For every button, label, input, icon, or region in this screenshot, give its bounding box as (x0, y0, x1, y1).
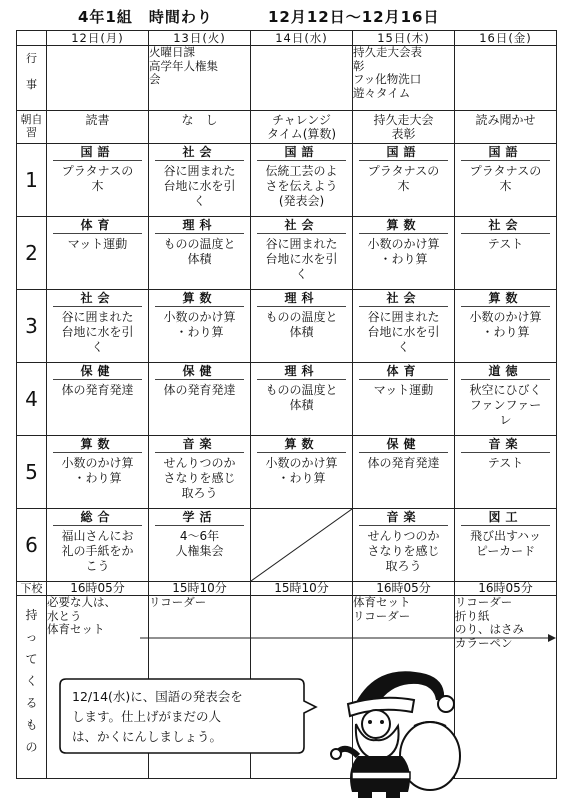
events-cell (251, 46, 353, 111)
period-number: 1 (17, 144, 47, 217)
dismissal-time: 15時10分 (149, 582, 251, 596)
lesson-topic: 体の発育発達 (163, 383, 236, 397)
text-line: 体育セット (353, 595, 411, 609)
subject-label: 算数 (257, 437, 346, 453)
events-cell (455, 46, 557, 111)
subject-label: 音楽 (461, 437, 550, 453)
subject-label: 算数 (53, 437, 142, 453)
morning-study-cell (455, 111, 557, 144)
subject-label: 算数 (155, 291, 244, 307)
text-line: チャレンジ (271, 113, 332, 127)
text-line: 読書 (85, 113, 110, 127)
text-line: 水とう (47, 608, 82, 623)
period-cell (353, 436, 455, 509)
subject-label: 社会 (359, 291, 448, 307)
corner-cell (17, 31, 47, 46)
dismissal-row (17, 582, 557, 596)
text-line: 表彰 (391, 127, 416, 141)
lesson-topic: 小数のかけ算 ・わり算 (61, 456, 134, 485)
lesson-topic: せんりつのか さなりを感じ 取ろう (367, 529, 440, 573)
period-number: 6 (17, 509, 47, 582)
period-row (17, 217, 557, 290)
period-cell (251, 436, 353, 509)
date-range: 12月12日～12月16日 (268, 8, 440, 26)
lesson-topic: 谷に囲まれた 台地に水を引 く (61, 310, 134, 354)
class-label: 4年1組 時間わり (78, 8, 213, 26)
lesson-topic: 体の発育発達 (367, 456, 440, 470)
lesson-topic: 小数のかけ算 ・わり算 (265, 456, 338, 485)
text-line: 持久走大会表 (353, 45, 422, 59)
text-line: 高学年人権集 (149, 58, 218, 73)
events-cell (149, 46, 251, 111)
text-line: 会 (149, 72, 161, 86)
day-header: 13日(火) (149, 31, 251, 46)
subject-label: 社会 (53, 291, 142, 307)
period-cell (149, 290, 251, 363)
subject-label: 理科 (257, 291, 346, 307)
dismissal-time: 15時10分 (251, 582, 353, 596)
lesson-topic: テスト (487, 237, 524, 251)
morning-study-cell (251, 111, 353, 144)
subject-label: 体育 (53, 218, 142, 234)
period-cell (455, 509, 557, 582)
text-line: 火曜日課 (149, 45, 195, 59)
subject-label: 理科 (155, 218, 244, 234)
period-cell (353, 363, 455, 436)
lesson-topic: 飛び出すハッ ピーカード (469, 529, 542, 558)
period-cell (455, 217, 557, 290)
lesson-topic: 谷に囲まれた 台地に水を引 く (367, 310, 440, 354)
events-row (17, 46, 557, 111)
lesson-topic: 谷に囲まれた 台地に水を引 く (265, 237, 338, 281)
morning-study-label: 朝自 習 (17, 111, 47, 144)
subject-label: 総合 (53, 510, 142, 526)
lesson-topic: 4～6年 人権集会 (175, 529, 224, 558)
empty-period-cell (251, 509, 353, 582)
period-row (17, 436, 557, 509)
day-header: 12日(月) (47, 31, 149, 46)
lesson-topic: テスト (487, 456, 524, 470)
notice-speech-bubble (58, 677, 312, 755)
lesson-topic: 福山さんにお 礼の手紙をか こう (61, 529, 134, 573)
period-cell (353, 290, 455, 363)
text-line: カラーペン (455, 635, 513, 650)
lesson-topic: プラタナスの 木 (61, 164, 134, 193)
subject-label: 社会 (155, 145, 244, 161)
lesson-topic: 秋空にひびく ファンファー レ (469, 383, 542, 427)
period-cell (149, 509, 251, 582)
diagonal-strike (251, 509, 352, 581)
period-number: 3 (17, 290, 47, 363)
period-cell (149, 363, 251, 436)
subject-label: 保健 (155, 364, 244, 380)
items-to-bring-label: 持 っ て く る も の (17, 596, 47, 779)
subject-label: 保健 (53, 364, 142, 380)
period-cell (455, 290, 557, 363)
day-header: 14日(水) (251, 31, 353, 46)
subject-label: 国語 (257, 145, 346, 161)
period-cell (353, 217, 455, 290)
subject-label: 道徳 (461, 364, 550, 380)
text-line: 持久走大会 (373, 113, 434, 127)
period-cell (455, 436, 557, 509)
text-line: 必要な人は、 (47, 595, 116, 609)
timetable (16, 30, 557, 779)
day-header: 15日(木) (353, 31, 455, 46)
subject-label: 国語 (359, 145, 448, 161)
day-header: 16日(金) (455, 31, 557, 46)
period-cell (251, 363, 353, 436)
lesson-topic: プラタナスの 木 (367, 164, 440, 193)
lesson-topic: 小数のかけ算 ・わり算 (469, 310, 542, 339)
period-row (17, 290, 557, 363)
period-cell (149, 217, 251, 290)
dismissal-time: 16時05分 (455, 582, 557, 596)
period-number: 2 (17, 217, 47, 290)
period-cell (353, 144, 455, 217)
subject-label: 算数 (359, 218, 448, 234)
text-line: リコーダー (149, 595, 207, 609)
subject-label: 理科 (257, 364, 346, 380)
period-cell (47, 363, 149, 436)
period-cell (251, 217, 353, 290)
lesson-topic: 伝統工芸のよ さを伝えよう (発表会) (265, 164, 338, 208)
period-row (17, 363, 557, 436)
period-cell (353, 509, 455, 582)
page-title (0, 6, 569, 28)
period-row (17, 144, 557, 217)
period-cell (47, 509, 149, 582)
subject-label: 音楽 (155, 437, 244, 453)
lesson-topic: マット運動 (67, 237, 128, 251)
day-header-row (17, 31, 557, 46)
lesson-topic: プラタナスの 木 (469, 164, 542, 193)
period-number: 4 (17, 363, 47, 436)
morning-study-cell (353, 111, 455, 144)
lesson-topic: せんりつのか さなりを感じ 取ろう (163, 456, 236, 500)
text-line: 折り紙 (455, 608, 490, 623)
text-line: 体育セット (47, 622, 105, 636)
subject-label: 社会 (461, 218, 550, 234)
events-cell (47, 46, 149, 111)
period-cell (47, 217, 149, 290)
items-cell (455, 596, 557, 779)
text-line: な し (181, 113, 218, 127)
text-line: 読み聞かせ (475, 113, 536, 127)
period-number: 5 (17, 436, 47, 509)
subject-label: 保健 (359, 437, 448, 453)
period-cell (47, 436, 149, 509)
santa-illustration (318, 660, 468, 800)
lesson-topic: 小数のかけ算 ・わり算 (367, 237, 440, 266)
subject-label: 体育 (359, 364, 448, 380)
dismissal-label: 下校 (17, 582, 47, 596)
subject-label: 社会 (257, 218, 346, 234)
text-line: のり、はさみ (455, 622, 524, 636)
events-cell (353, 46, 455, 111)
notice-text: 12/14(水)に、国語の発表会を します。仕上げがまだの人 は、かくにんしましょう。 (72, 689, 243, 744)
events-row-label: 行 事 (17, 46, 47, 111)
period-cell (455, 144, 557, 217)
morning-study-row (17, 111, 557, 144)
dismissal-time: 16時05分 (47, 582, 149, 596)
morning-study-cell (149, 111, 251, 144)
lesson-topic: マット運動 (373, 383, 434, 397)
lesson-topic: ものの温度と 体積 (163, 237, 236, 266)
lesson-topic: ものの温度と 体積 (265, 310, 338, 339)
text-line: フッ化物洗口 (353, 72, 422, 86)
subject-label: 学活 (155, 510, 244, 526)
text-line: 彰 (353, 58, 365, 73)
period-row (17, 509, 557, 582)
continuation-arrow (140, 633, 556, 643)
period-cell (251, 144, 353, 217)
subject-label: 算数 (461, 291, 550, 307)
morning-study-cell (47, 111, 149, 144)
text-line: タイム(算数) (266, 127, 337, 141)
period-cell (251, 290, 353, 363)
subject-label: 国語 (53, 145, 142, 161)
period-cell (47, 290, 149, 363)
period-cell (47, 144, 149, 217)
subject-label: 図工 (461, 510, 550, 526)
text-line: リコーダー (455, 595, 513, 609)
period-cell (149, 436, 251, 509)
lesson-topic: ものの温度と 体積 (265, 383, 338, 412)
text-line: 遊々タイム (353, 85, 411, 100)
lesson-topic: 谷に囲まれた 台地に水を引 く (163, 164, 236, 208)
lesson-topic: 体の発育発達 (61, 383, 134, 397)
subject-label: 国語 (461, 145, 550, 161)
period-cell (149, 144, 251, 217)
dismissal-time: 16時05分 (353, 582, 455, 596)
lesson-topic: 小数のかけ算 ・わり算 (163, 310, 236, 339)
text-line: リコーダー (353, 608, 411, 623)
period-cell (455, 363, 557, 436)
subject-label: 音楽 (359, 510, 448, 526)
